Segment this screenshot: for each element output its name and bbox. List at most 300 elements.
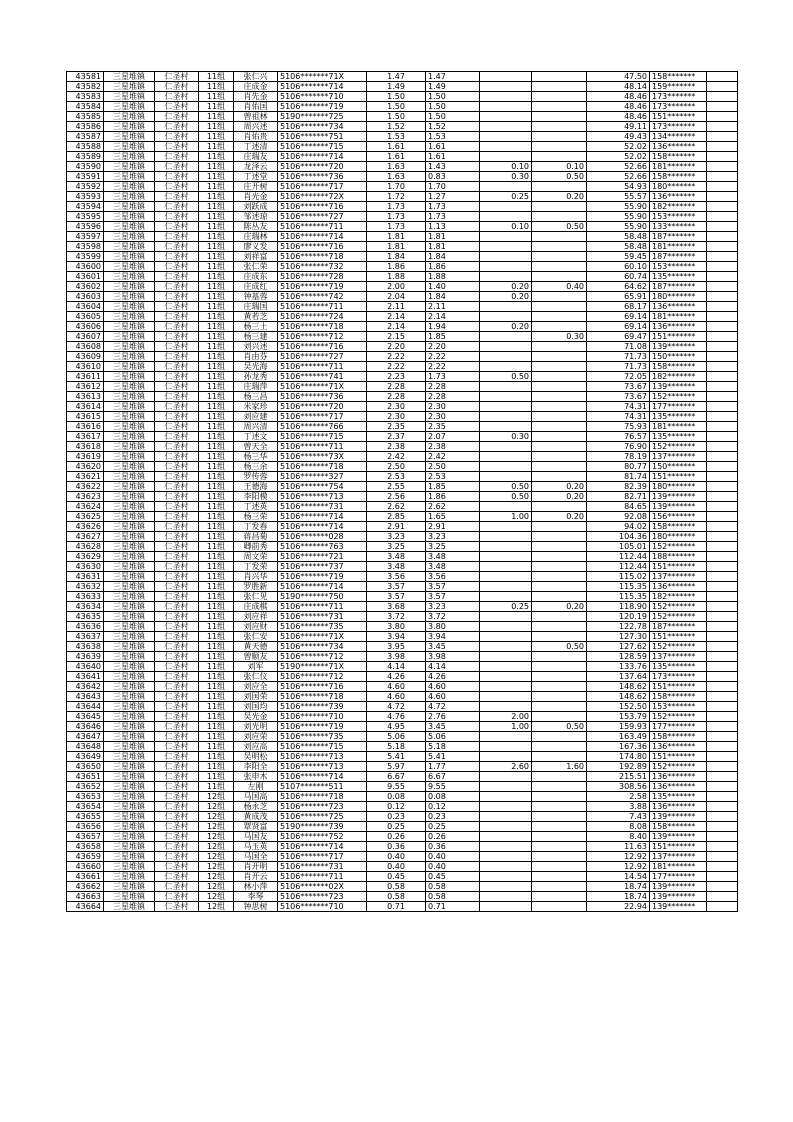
table-row <box>67 832 738 842</box>
group-cell: 11组 <box>199 352 234 362</box>
row-id: 43598 <box>67 242 104 252</box>
town-cell: 三星堆镇 <box>104 902 155 912</box>
village-cell: 仁圣村 <box>155 582 199 592</box>
name-cell: 肖光金 <box>234 192 278 202</box>
area-total-cell: 3.56 <box>367 572 426 582</box>
town-cell: 三星堆镇 <box>104 342 155 352</box>
group-cell: 11组 <box>199 322 234 332</box>
group-cell: 12组 <box>199 822 234 832</box>
area-a-cell: 0.58 <box>426 892 480 902</box>
village-cell: 仁圣村 <box>155 282 199 292</box>
table-row <box>67 802 738 812</box>
village-cell: 仁圣村 <box>155 472 199 482</box>
area-b-cell <box>480 402 532 412</box>
name-cell: 杨永芝 <box>234 802 278 812</box>
row-id: 43595 <box>67 212 104 222</box>
area-b-cell <box>480 832 532 842</box>
village-cell: 仁圣村 <box>155 372 199 382</box>
village-cell: 仁圣村 <box>155 742 199 752</box>
group-cell: 11组 <box>199 732 234 742</box>
phone-cell: 137******* <box>650 572 707 582</box>
area-c-cell <box>532 882 587 892</box>
area-a-cell: 5.18 <box>426 742 480 752</box>
village-cell: 仁圣村 <box>155 172 199 182</box>
table-row <box>67 862 738 872</box>
area-b-cell: 1.00 <box>480 512 532 522</box>
area-a-cell: 1.94 <box>426 322 480 332</box>
phone-cell: 173******* <box>650 672 707 682</box>
area-c-cell <box>532 382 587 392</box>
empty-cell <box>707 472 738 482</box>
phone-cell: 158******* <box>650 732 707 742</box>
group-cell: 11组 <box>199 292 234 302</box>
table-row <box>67 112 738 122</box>
name-cell: 杨三华 <box>234 452 278 462</box>
row-id: 43605 <box>67 312 104 322</box>
phone-cell: 151******* <box>650 682 707 692</box>
area-c-cell <box>532 902 587 912</box>
group-cell: 11组 <box>199 122 234 132</box>
empty-cell <box>707 612 738 622</box>
row-id: 43585 <box>67 112 104 122</box>
group-cell: 11组 <box>199 692 234 702</box>
village-cell: 仁圣村 <box>155 422 199 432</box>
id-number-cell: 5106*******711 <box>278 872 367 882</box>
area-a-cell: 1.85 <box>426 332 480 342</box>
phone-cell: 156******* <box>650 512 707 522</box>
empty-cell <box>707 592 738 602</box>
town-cell: 三星堆镇 <box>104 162 155 172</box>
area-c-cell: 0.20 <box>532 512 587 522</box>
town-cell: 三星堆镇 <box>104 752 155 762</box>
area-a-cell: 1.86 <box>426 492 480 502</box>
id-number-cell: 5106*******718 <box>278 252 367 262</box>
area-c-cell <box>532 532 587 542</box>
id-number-cell: 5106*******736 <box>278 392 367 402</box>
name-cell: 刘应建 <box>234 412 278 422</box>
area-a-cell: 1.50 <box>426 102 480 112</box>
village-cell: 仁圣村 <box>155 202 199 212</box>
id-number-cell: 5106*******714 <box>278 82 367 92</box>
group-cell: 11组 <box>199 602 234 612</box>
group-cell: 11组 <box>199 222 234 232</box>
area-total-cell: 2.55 <box>367 482 426 492</box>
empty-cell <box>707 342 738 352</box>
row-id: 43625 <box>67 512 104 522</box>
group-cell: 11组 <box>199 332 234 342</box>
phone-cell: 151******* <box>650 562 707 572</box>
area-a-cell: 4.60 <box>426 682 480 692</box>
village-cell: 仁圣村 <box>155 532 199 542</box>
area-b-cell <box>480 442 532 452</box>
id-number-cell: 5106*******739 <box>278 702 367 712</box>
area-a-cell: 0.83 <box>426 172 480 182</box>
town-cell: 三星堆镇 <box>104 302 155 312</box>
id-number-cell: 5106*******711 <box>278 442 367 452</box>
table-row <box>67 252 738 262</box>
area-total-cell: 9.55 <box>367 782 426 792</box>
id-number-cell: 5106*******714 <box>278 152 367 162</box>
row-id: 43638 <box>67 642 104 652</box>
name-cell: 肖佑贵 <box>234 132 278 142</box>
id-number-cell: 5190*******71X <box>278 662 367 672</box>
row-id: 43630 <box>67 562 104 572</box>
area-c-cell <box>532 822 587 832</box>
town-cell: 三星堆镇 <box>104 482 155 492</box>
id-number-cell: 5106*******718 <box>278 322 367 332</box>
id-number-cell: 5106*******763 <box>278 542 367 552</box>
id-number-cell: 5106*******713 <box>278 762 367 772</box>
area-total-cell: 2.91 <box>367 522 426 532</box>
empty-cell <box>707 302 738 312</box>
amount-cell: 68.17 <box>587 302 650 312</box>
row-id: 43609 <box>67 352 104 362</box>
phone-cell: 136******* <box>650 302 707 312</box>
amount-cell: 60.74 <box>587 272 650 282</box>
phone-cell: 173******* <box>650 92 707 102</box>
row-id: 43650 <box>67 762 104 772</box>
table-body <box>67 72 738 912</box>
row-id: 43622 <box>67 482 104 492</box>
name-cell: 杨三荣 <box>234 512 278 522</box>
id-number-cell: 5106*******731 <box>278 862 367 872</box>
group-cell: 11组 <box>199 342 234 352</box>
town-cell: 三星堆镇 <box>104 762 155 772</box>
area-total-cell: 0.26 <box>367 832 426 842</box>
id-number-cell: 5106*******710 <box>278 712 367 722</box>
amount-cell: 94.02 <box>587 522 650 532</box>
town-cell: 三星堆镇 <box>104 222 155 232</box>
area-b-cell: 0.20 <box>480 292 532 302</box>
area-total-cell: 2.20 <box>367 342 426 352</box>
amount-cell: 3.88 <box>587 802 650 812</box>
group-cell: 11组 <box>199 442 234 452</box>
group-cell: 11组 <box>199 702 234 712</box>
amount-cell: 75.93 <box>587 422 650 432</box>
phone-cell: 158******* <box>650 152 707 162</box>
table-row <box>67 262 738 272</box>
amount-cell: 71.08 <box>587 342 650 352</box>
empty-cell <box>707 632 738 642</box>
name-cell: 蒋昌菊 <box>234 532 278 542</box>
id-number-cell: 5106*******724 <box>278 312 367 322</box>
area-total-cell: 1.50 <box>367 102 426 112</box>
empty-cell <box>707 452 738 462</box>
table-row <box>67 122 738 132</box>
phone-cell: 152******* <box>650 612 707 622</box>
id-number-cell: 5107*******511 <box>278 782 367 792</box>
empty-cell <box>707 842 738 852</box>
row-id: 43600 <box>67 262 104 272</box>
empty-cell <box>707 772 738 782</box>
row-id: 43583 <box>67 92 104 102</box>
village-cell: 仁圣村 <box>155 242 199 252</box>
phone-cell: 151******* <box>650 632 707 642</box>
amount-cell: 48.46 <box>587 92 650 102</box>
row-id: 43606 <box>67 322 104 332</box>
name-cell: 马国高 <box>234 792 278 802</box>
town-cell: 三星堆镇 <box>104 382 155 392</box>
name-cell: 庄瑞友 <box>234 152 278 162</box>
town-cell: 三星堆镇 <box>104 322 155 332</box>
phone-cell: 151******* <box>650 332 707 342</box>
area-total-cell: 3.57 <box>367 582 426 592</box>
table-row <box>67 172 738 182</box>
village-cell: 仁圣村 <box>155 402 199 412</box>
village-cell: 仁圣村 <box>155 142 199 152</box>
area-total-cell: 2.11 <box>367 302 426 312</box>
id-number-cell: 5106*******71X <box>278 72 367 82</box>
table-row <box>67 282 738 292</box>
name-cell: 刘国荣 <box>234 692 278 702</box>
village-cell: 仁圣村 <box>155 362 199 372</box>
area-c-cell <box>532 412 587 422</box>
group-cell: 11组 <box>199 72 234 82</box>
table-row <box>67 772 738 782</box>
area-total-cell: 2.22 <box>367 362 426 372</box>
area-total-cell: 3.23 <box>367 532 426 542</box>
name-cell: 庄开树 <box>234 182 278 192</box>
group-cell: 11组 <box>199 532 234 542</box>
area-a-cell: 3.45 <box>426 642 480 652</box>
area-a-cell: 3.45 <box>426 722 480 732</box>
village-cell: 仁圣村 <box>155 862 199 872</box>
table-row <box>67 552 738 562</box>
amount-cell: 112.44 <box>587 562 650 572</box>
phone-cell: 180******* <box>650 532 707 542</box>
row-id: 43589 <box>67 152 104 162</box>
empty-cell <box>707 712 738 722</box>
phone-cell: 133******* <box>650 222 707 232</box>
area-b-cell: 0.50 <box>480 482 532 492</box>
village-cell: 仁圣村 <box>155 712 199 722</box>
area-a-cell: 3.48 <box>426 552 480 562</box>
village-cell: 仁圣村 <box>155 232 199 242</box>
row-id: 43640 <box>67 662 104 672</box>
name-cell: 张申木 <box>234 772 278 782</box>
town-cell: 三星堆镇 <box>104 362 155 372</box>
village-cell: 仁圣村 <box>155 462 199 472</box>
area-b-cell <box>480 92 532 102</box>
area-b-cell <box>480 632 532 642</box>
amount-cell: 192.89 <box>587 762 650 772</box>
amount-cell: 118.90 <box>587 602 650 612</box>
amount-cell: 80.77 <box>587 462 650 472</box>
area-b-cell <box>480 902 532 912</box>
village-cell: 仁圣村 <box>155 832 199 842</box>
table-row <box>67 402 738 412</box>
town-cell: 三星堆镇 <box>104 522 155 532</box>
village-cell: 仁圣村 <box>155 842 199 852</box>
area-total-cell: 0.58 <box>367 892 426 902</box>
town-cell: 三星堆镇 <box>104 892 155 902</box>
area-total-cell: 1.81 <box>367 242 426 252</box>
table-row <box>67 392 738 402</box>
empty-cell <box>707 562 738 572</box>
name-cell: 周文荣 <box>234 552 278 562</box>
phone-cell: 136******* <box>650 802 707 812</box>
row-id: 43617 <box>67 432 104 442</box>
table-row <box>67 212 738 222</box>
row-id: 43632 <box>67 582 104 592</box>
area-total-cell: 0.08 <box>367 792 426 802</box>
name-cell: 肖兴华 <box>234 572 278 582</box>
id-number-cell: 5106*******716 <box>278 202 367 212</box>
area-total-cell: 0.25 <box>367 822 426 832</box>
area-c-cell: 0.20 <box>532 492 587 502</box>
village-cell: 仁圣村 <box>155 652 199 662</box>
area-a-cell: 3.94 <box>426 632 480 642</box>
row-id: 43651 <box>67 772 104 782</box>
table-row <box>67 272 738 282</box>
area-a-cell: 2.62 <box>426 502 480 512</box>
area-a-cell: 1.61 <box>426 152 480 162</box>
empty-cell <box>707 182 738 192</box>
area-c-cell <box>532 352 587 362</box>
area-a-cell: 1.81 <box>426 232 480 242</box>
id-number-cell: 5106*******715 <box>278 432 367 442</box>
id-number-cell: 5190*******725 <box>278 112 367 122</box>
village-cell: 仁圣村 <box>155 322 199 332</box>
village-cell: 仁圣村 <box>155 182 199 192</box>
area-total-cell: 2.14 <box>367 312 426 322</box>
table-row <box>67 432 738 442</box>
town-cell: 三星堆镇 <box>104 652 155 662</box>
row-id: 43619 <box>67 452 104 462</box>
id-number-cell: 5106*******711 <box>278 302 367 312</box>
phone-cell: 188******* <box>650 552 707 562</box>
area-a-cell: 3.72 <box>426 612 480 622</box>
amount-cell: 48.46 <box>587 102 650 112</box>
area-total-cell: 1.72 <box>367 192 426 202</box>
area-c-cell <box>532 272 587 282</box>
group-cell: 11组 <box>199 502 234 512</box>
empty-cell <box>707 412 738 422</box>
row-id: 43663 <box>67 892 104 902</box>
empty-cell <box>707 682 738 692</box>
area-a-cell: 4.26 <box>426 672 480 682</box>
area-total-cell: 3.94 <box>367 632 426 642</box>
row-id: 43594 <box>67 202 104 212</box>
area-c-cell <box>532 552 587 562</box>
id-number-cell: 5106*******766 <box>278 422 367 432</box>
row-id: 43655 <box>67 812 104 822</box>
village-cell: 仁圣村 <box>155 112 199 122</box>
empty-cell <box>707 222 738 232</box>
table-row <box>67 372 738 382</box>
area-a-cell: 4.60 <box>426 692 480 702</box>
area-total-cell: 2.62 <box>367 502 426 512</box>
amount-cell: 69.14 <box>587 312 650 322</box>
group-cell: 12组 <box>199 792 234 802</box>
village-cell: 仁圣村 <box>155 122 199 132</box>
area-total-cell: 2.38 <box>367 442 426 452</box>
area-c-cell <box>532 202 587 212</box>
town-cell: 三星堆镇 <box>104 692 155 702</box>
group-cell: 11组 <box>199 382 234 392</box>
amount-cell: 115.35 <box>587 582 650 592</box>
area-b-cell: 2.00 <box>480 712 532 722</box>
area-c-cell <box>532 732 587 742</box>
area-a-cell: 0.23 <box>426 812 480 822</box>
row-id: 43659 <box>67 852 104 862</box>
town-cell: 三星堆镇 <box>104 432 155 442</box>
village-cell: 仁圣村 <box>155 502 199 512</box>
name-cell: 丁发荣 <box>234 562 278 572</box>
phone-cell: 187******* <box>650 232 707 242</box>
area-c-cell <box>532 592 587 602</box>
area-a-cell: 3.25 <box>426 542 480 552</box>
row-id: 43592 <box>67 182 104 192</box>
empty-cell <box>707 212 738 222</box>
town-cell: 三星堆镇 <box>104 272 155 282</box>
area-a-cell: 3.23 <box>426 602 480 612</box>
area-total-cell: 0.36 <box>367 842 426 852</box>
group-cell: 12组 <box>199 872 234 882</box>
table-row <box>67 222 738 232</box>
town-cell: 三星堆镇 <box>104 282 155 292</box>
name-cell: 肖由芬 <box>234 352 278 362</box>
group-cell: 11组 <box>199 462 234 472</box>
area-c-cell <box>532 302 587 312</box>
area-a-cell: 2.30 <box>426 412 480 422</box>
amount-cell: 8.40 <box>587 832 650 842</box>
area-c-cell <box>532 462 587 472</box>
area-total-cell: 3.48 <box>367 562 426 572</box>
empty-cell <box>707 742 738 752</box>
id-number-cell: 5106*******734 <box>278 122 367 132</box>
area-c-cell <box>532 662 587 672</box>
empty-cell <box>707 812 738 822</box>
phone-cell: 135******* <box>650 432 707 442</box>
village-cell: 仁圣村 <box>155 72 199 82</box>
area-c-cell <box>532 322 587 332</box>
area-a-cell: 2.28 <box>426 382 480 392</box>
empty-cell <box>707 372 738 382</box>
table-row <box>67 872 738 882</box>
area-c-cell <box>532 472 587 482</box>
amount-cell: 11.63 <box>587 842 650 852</box>
area-a-cell: 1.47 <box>426 72 480 82</box>
row-id: 43581 <box>67 72 104 82</box>
id-number-cell: 5106*******719 <box>278 722 367 732</box>
name-cell: 杨三土 <box>234 322 278 332</box>
area-b-cell <box>480 72 532 82</box>
area-b-cell <box>480 452 532 462</box>
area-a-cell: 3.57 <box>426 592 480 602</box>
table-row <box>67 362 738 372</box>
amount-cell: 52.66 <box>587 162 650 172</box>
area-total-cell: 6.67 <box>367 772 426 782</box>
table-row <box>67 152 738 162</box>
name-cell: 米家珍 <box>234 402 278 412</box>
id-number-cell: 5106*******71X <box>278 632 367 642</box>
phone-cell: 134******* <box>650 132 707 142</box>
area-b-cell <box>480 542 532 552</box>
area-total-cell: 2.85 <box>367 512 426 522</box>
town-cell: 三星堆镇 <box>104 532 155 542</box>
table-row <box>67 792 738 802</box>
table-row <box>67 532 738 542</box>
area-c-cell <box>532 92 587 102</box>
area-total-cell: 2.14 <box>367 322 426 332</box>
village-cell: 仁圣村 <box>155 722 199 732</box>
amount-cell: 167.36 <box>587 742 650 752</box>
table-row <box>67 182 738 192</box>
area-a-cell: 3.57 <box>426 582 480 592</box>
amount-cell: 308.56 <box>587 782 650 792</box>
id-number-cell: 5106*******714 <box>278 512 367 522</box>
